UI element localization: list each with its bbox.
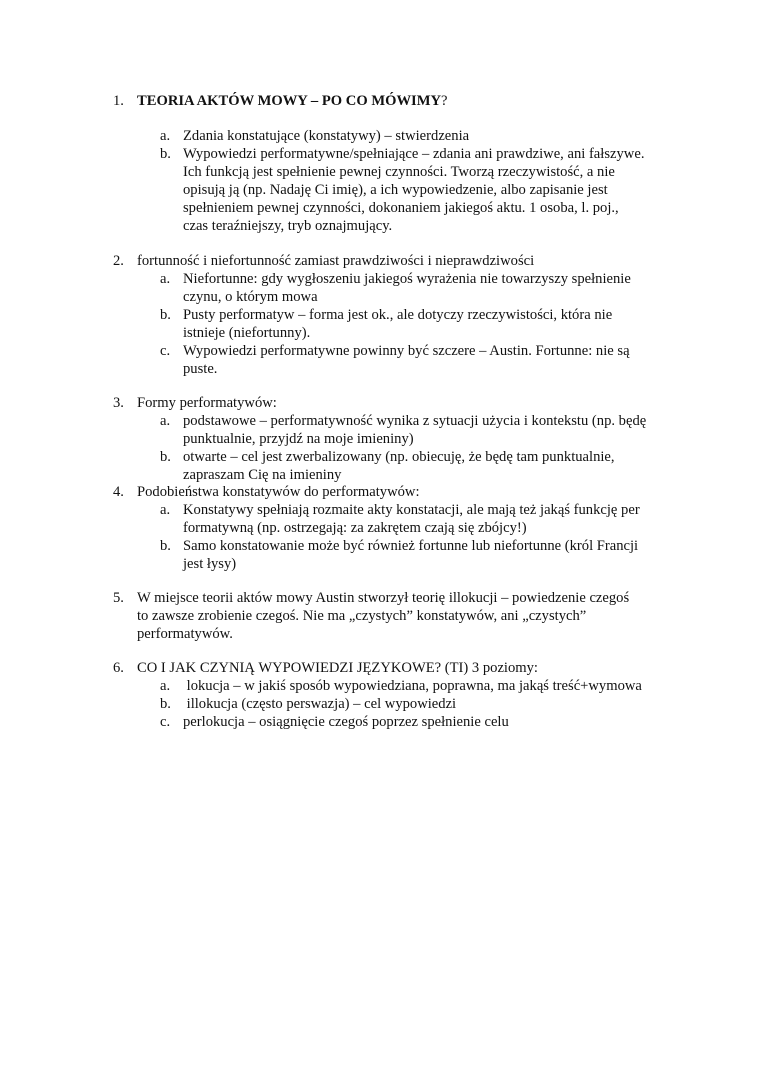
item-line: Konstatywy spełniają rozmaite akty konstatacji, ale mają też jakąś funkcję per (183, 502, 640, 518)
item-marker: c. (160, 714, 171, 730)
item-line: podstawowe – performatywność wynika z sytuacji użycia i kontekstu (np. będę (183, 413, 647, 429)
section-number: 4. (113, 484, 124, 500)
item-line: puste. (183, 361, 218, 377)
item-line: istnieje (niefortunny). (183, 325, 311, 341)
section-title-rest: ? (441, 93, 448, 109)
section-number: 1. (113, 93, 124, 109)
item-line: illokucja (często perswazja) – cel wypowiedzi (183, 696, 457, 712)
item-marker: b. (160, 538, 171, 554)
item-line: Wypowiedzi performatywne/spełniające – zdania ani prawdziwe, ani fałszywe. (183, 146, 645, 162)
section-title (137, 92, 448, 110)
item-line: czynu, o którym mowa (183, 289, 318, 305)
section-title: CO I JAK CZYNIĄ WYPOWIEDZI JĘZYKOWE? (TI) 3 poziomy: (137, 660, 538, 676)
section-title: Podobieństwa konstatywów do performatywów: (137, 484, 420, 500)
item-line: czas teraźniejszy, tryb oznajmujący. (183, 218, 393, 234)
item-marker: b. (160, 696, 171, 712)
item-line: Niefortunne: gdy wygłoszeniu jakiegoś wyrażenia nie towarzyszy spełnienie (183, 271, 631, 287)
item-marker: b. (160, 307, 171, 323)
section-title-bold: TEORIA AKTÓW MOWY – PO CO MÓWIMY (137, 93, 442, 109)
section-line: W miejsce teorii aktów mowy Austin stworzył teorię illokucji – powiedzenie czegoś (137, 590, 630, 606)
item-line: opisują ją (np. Nadaję Ci imię), a ich wypowiedzenie, albo zapisanie jest (183, 182, 608, 198)
item-line: jest łysy) (183, 556, 237, 572)
item-line: perlokucja – osiągnięcie czegoś poprzez spełnienie celu (183, 714, 509, 730)
section-title: fortunność i niefortunność zamiast prawdziwości i nieprawdziwości (137, 253, 535, 269)
section-number: 5. (113, 590, 124, 606)
item-line: punktualnie, przyjdź na moje imieniny) (183, 431, 414, 447)
item-marker: a. (160, 678, 171, 694)
item-line: Pusty performatyw – forma jest ok., ale dotyczy rzeczywistości, która nie (183, 307, 613, 323)
item-marker: b. (160, 146, 171, 162)
item-line: spełnieniem pewnej czynności, dokonaniem jakiegoś aktu. 1 osoba, l. poj., (183, 200, 619, 216)
section-number: 3. (113, 395, 124, 411)
section-line: performatywów. (137, 626, 233, 642)
section-title: Formy performatywów: (137, 395, 277, 411)
item-marker: a. (160, 128, 171, 144)
item-line: lokucja – w jakiś sposób wypowiedziana, poprawna, ma jakąś treść+wymowa (183, 678, 642, 694)
item-marker: a. (160, 502, 171, 518)
item-marker: c. (160, 343, 171, 359)
item-marker: b. (160, 449, 171, 465)
section-number: 2. (113, 253, 124, 269)
section-line: to zawsze zrobienie czegoś. Nie ma „czystych” konstatywów, ani „czystych” (137, 608, 587, 624)
section-number: 6. (113, 660, 124, 676)
item-marker: a. (160, 413, 171, 429)
item-line: otwarte – cel jest zwerbalizowany (np. obiecuję, że będę tam punktualnie, (183, 449, 615, 465)
item-line: formatywną (np. ostrzegają: za zakrętem czają się zbójcy!) (183, 520, 527, 536)
item-line: Ich funkcją jest spełnienie pewnej czynności. Tworzą rzeczywistość, a nie (183, 164, 615, 180)
item-line: Wypowiedzi performatywne powinny być szczere – Austin. Fortunne: nie są (183, 343, 630, 359)
item-line: zapraszam Cię na imieniny (183, 467, 342, 483)
item-line: Zdania konstatujące (konstatywy) – stwierdzenia (183, 128, 470, 144)
item-marker: a. (160, 271, 171, 287)
item-line: Samo konstatowanie może być również fortunne lub niefortunne (król Francji (183, 538, 639, 554)
